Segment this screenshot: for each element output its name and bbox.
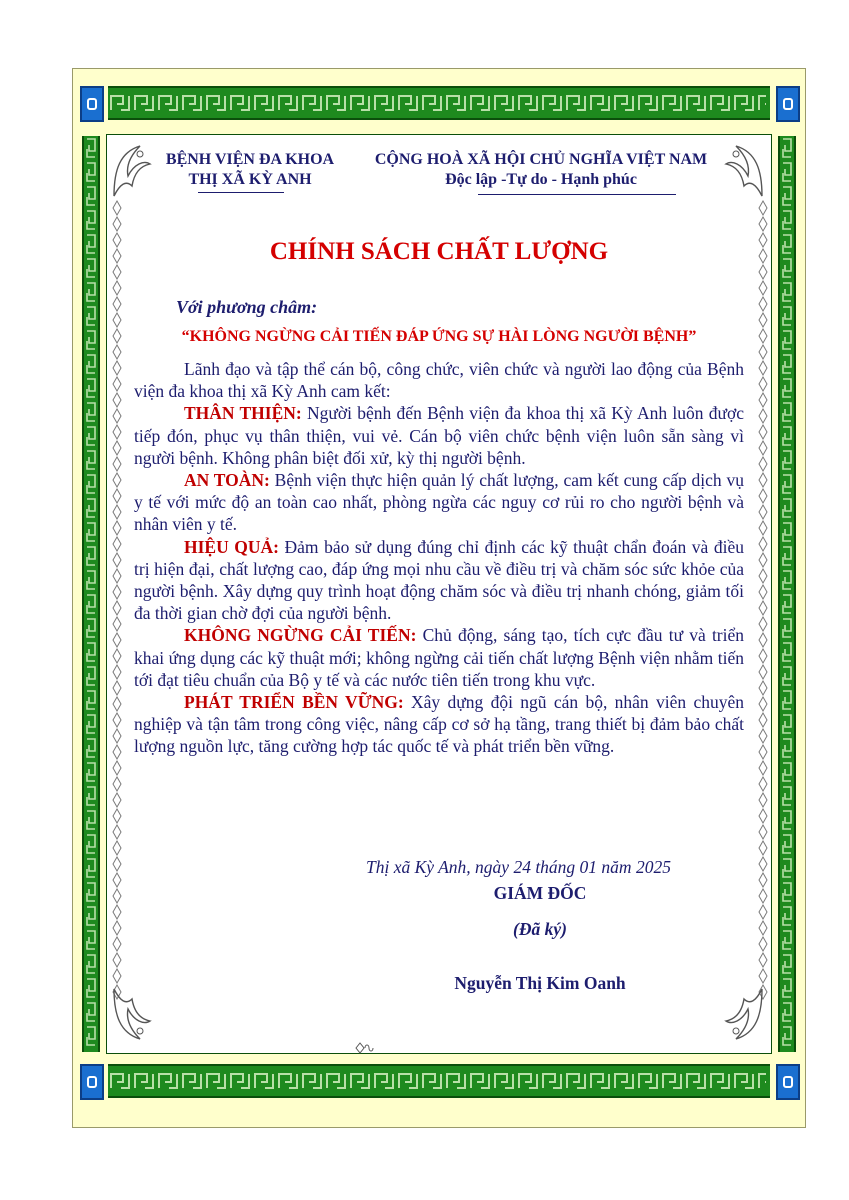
commitment-label: AN TOÀN: bbox=[184, 470, 270, 491]
left-border-band bbox=[82, 136, 100, 1052]
signed-note: (Đã ký) bbox=[513, 919, 567, 939]
commitment-label: KHÔNG NGỪNG CẢI TIẾN: bbox=[184, 625, 417, 646]
hospital-name-line2: THỊ XÃ KỲ ANH bbox=[188, 171, 312, 188]
commitment-label: HIỆU QUẢ: bbox=[184, 536, 279, 557]
commitment-text: Người bệnh đến Bệnh viện đa khoa thị xã Kỳ Anh luôn được tiếp đón, phục vụ thân thiện, vui vẻ. Cán bộ viên chức bệnh viện luôn sẵn sàng vì người bệnh. Không phân biệt đối xử, kỳ thị người bệnh. bbox=[134, 403, 744, 468]
diamond-chain-left bbox=[112, 200, 122, 1000]
meander-pattern-right bbox=[780, 136, 794, 1048]
corner-ornament-top-right bbox=[776, 86, 800, 122]
hospital-underline bbox=[198, 192, 284, 193]
national-motto: Độc lập -Tự do - Hạnh phúc bbox=[445, 171, 637, 188]
motto-intro: Với phương châm: bbox=[176, 297, 318, 317]
commitment-paragraph bbox=[134, 624, 744, 691]
floral-ornament-icon bbox=[110, 985, 154, 1045]
commitment-text: Xây dựng đội ngũ cán bộ, nhân viên chuyên nghiệp và tận tâm trong công việc, nâng cấp cơ sở hạ tầng, trang thiết bị đảm bảo chất lượng nguồn lực, tăng cường hợp tác quốc tế và phát triển bền vững. bbox=[134, 692, 744, 757]
meander-pattern-top bbox=[108, 88, 766, 118]
floral-ornament-icon bbox=[722, 140, 766, 200]
corner-ornament-bottom-right bbox=[776, 1064, 800, 1100]
commitment-paragraph bbox=[134, 402, 744, 469]
national-header bbox=[356, 150, 726, 190]
right-border-band bbox=[778, 136, 796, 1052]
document-title: CHÍNH SÁCH CHẤT LƯỢNG bbox=[269, 238, 609, 265]
meander-pattern-bottom bbox=[108, 1066, 766, 1096]
place-date: Thị xã Kỳ Anh, ngày 24 tháng 01 năm 2025 bbox=[366, 857, 671, 877]
quality-motto: “KHÔNG NGỪNG CẢI TIẾN ĐÁP ỨNG SỰ HÀI LÒNG NGƯỜI BỆNH” bbox=[181, 328, 697, 345]
commitment-paragraph bbox=[134, 691, 744, 758]
bottom-border-band bbox=[108, 1064, 770, 1098]
small-diamond-ornament-icon bbox=[354, 1040, 374, 1056]
commitment-text: Đảm bảo sử dụng đúng chỉ định các kỹ thuật chẩn đoán và điều trị hiện đại, chất lượng cao, đáp ứng mọi nhu cầu về điều trị và chăm sóc sức khỏe của người bệnh. Xây dựng quy trình hoạt động chăm sóc và điều trị nhanh chóng, giảm tối đa thời gian chờ đợi của người bệnh. bbox=[134, 536, 744, 624]
hospital-name-line1: BỆNH VIỆN ĐA KHOA bbox=[165, 151, 335, 168]
commitment-paragraph bbox=[134, 536, 744, 625]
corner-ornament-bottom-left bbox=[80, 1064, 104, 1100]
hospital-name bbox=[140, 150, 360, 190]
motto-underline bbox=[478, 194, 676, 195]
diamond-chain-right bbox=[758, 200, 768, 1000]
floral-ornament-icon bbox=[722, 985, 766, 1045]
signer-name: Nguyễn Thị Kim Oanh bbox=[454, 973, 626, 993]
commitment-paragraph bbox=[134, 469, 744, 536]
policy-body bbox=[134, 358, 744, 758]
top-border-band bbox=[108, 86, 770, 120]
corner-ornament-top-left bbox=[80, 86, 104, 122]
commitment-text: Bệnh viện thực hiện quản lý chất lượng, cam kết cung cấp dịch vụ y tế với mức độ an toàn cao nhất, phòng ngừa các nguy cơ rủi ro cho người bệnh và nhân viên y tế. bbox=[134, 470, 744, 535]
commitment-text: Chủ động, sáng tạo, tích cực đầu tư và triển khai ứng dụng các kỹ thuật mới; không ngừng cải tiến chất lượng Bệnh viện nhằm tiến tới đạt tiêu chuẩn của Bộ y tế và các nước tiên tiến trong khu vực. bbox=[134, 625, 745, 690]
signer-role: GIÁM ĐỐC bbox=[493, 883, 587, 903]
commitment-label: PHÁT TRIỂN BỀN VỮNG: bbox=[184, 692, 404, 713]
commitment-label: THÂN THIỆN: bbox=[184, 403, 302, 424]
meander-pattern-left bbox=[84, 136, 98, 1048]
intro-paragraph: Lãnh đạo và tập thể cán bộ, công chức, viên chức và người lao động của Bệnh viện đa khoa thị xã Kỳ Anh cam kết: bbox=[134, 359, 744, 402]
country-name: CỘNG HOÀ XÃ HỘI CHỦ NGHĨA VIỆT NAM bbox=[374, 151, 708, 168]
